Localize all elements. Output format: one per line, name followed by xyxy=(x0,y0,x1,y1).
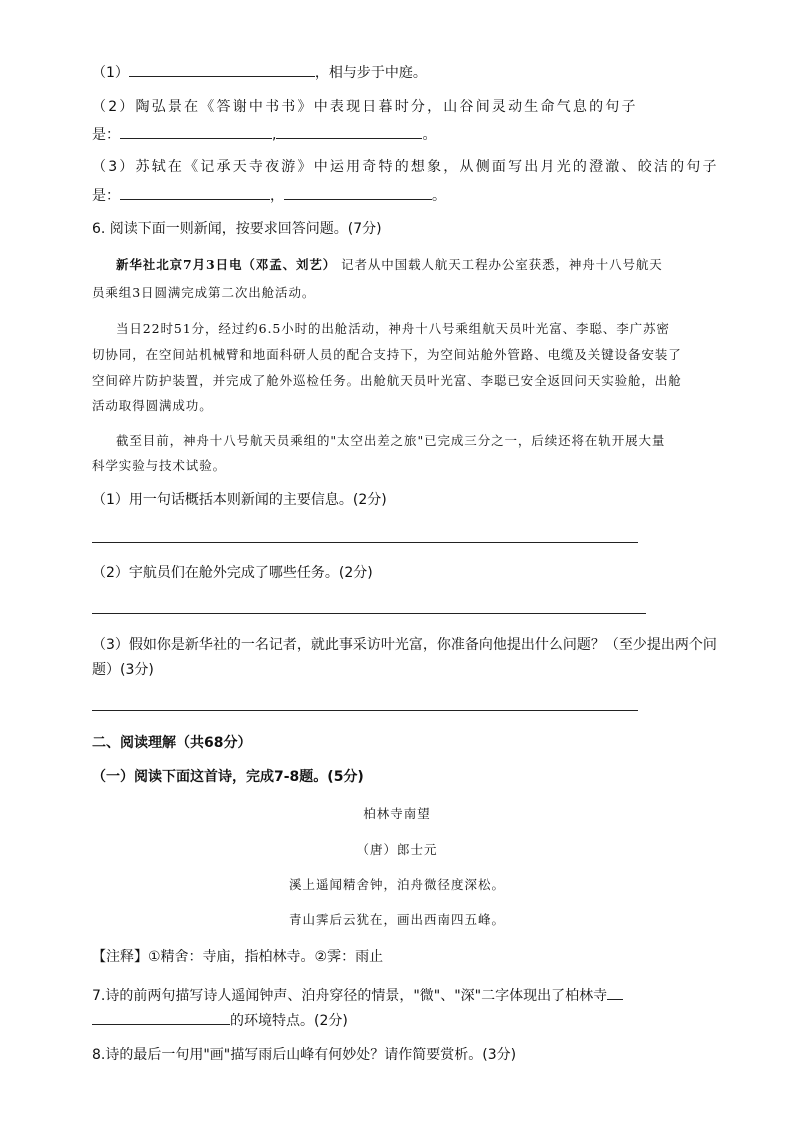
q5-item2-line2 xyxy=(92,124,436,144)
poem-note: 【注释】①精舍：寺庙，指柏林寺。②霁：雨止 xyxy=(92,949,384,965)
poem-line1: 溪上遥闻精舍钟，泊舟微径度深松。 xyxy=(288,877,505,892)
q7-blank[interactable] xyxy=(92,1010,230,1025)
q6-heading: 6. 阅读下面一则新闻，按要求回答问题。(7分) xyxy=(92,221,382,237)
q7-line1 xyxy=(92,985,623,1005)
q5-item1 xyxy=(92,62,427,82)
q6-sub3-answer-line[interactable] xyxy=(92,710,638,711)
news-p1-rest: 记者从中国载人航天工程办公室获悉，神舟十八号航天 xyxy=(336,257,663,272)
news-p3-line1: 截至目前，神舟十八号航天员乘组的"太空出差之旅"已完成三分之一，后续还将在轨开展大量 xyxy=(116,433,666,448)
poem-title: 柏林寺南望 xyxy=(363,806,431,821)
q7-line2 xyxy=(92,1010,348,1030)
poem-author: （唐）郎士元 xyxy=(356,842,438,857)
q5-item3-blank-a[interactable] xyxy=(120,185,270,200)
q5-item1-prefix: （1） xyxy=(92,65,129,81)
q5-item3-line2 xyxy=(92,185,446,205)
news-p3-line2: 科学实验与技术试验。 xyxy=(92,458,227,473)
news-p2-line4: 活动取得圆满成功。 xyxy=(92,398,213,413)
q7-line2-end: 的环境特点。(2分) xyxy=(230,1013,348,1029)
q5-item2-blank-a[interactable] xyxy=(120,124,272,139)
news-p1-line1 xyxy=(116,256,663,274)
q5-item1-suffix: ，相与步于中庭。 xyxy=(314,65,427,81)
q6-sub2-answer-line[interactable] xyxy=(92,613,646,614)
q7-text: 7.诗的前两句描写诗人遥闻钟声、泊舟穿径的情景，"微"、"深"二字体现出了柏林寺 xyxy=(92,988,608,1004)
q5-item2-line1: （2）陶弘景在《答谢中书书》中表现日暮时分，山谷间灵动生命气息的句子 xyxy=(92,99,638,115)
q5-item1-blank[interactable] xyxy=(129,62,315,77)
q5-item2-prefix: 是： xyxy=(92,127,120,143)
q8: 8.诗的最后一句用"画"描写雨后山峰有何妙处？请作简要赏析。(3分) xyxy=(92,1047,517,1063)
q6-sub3-line2: 题）(3分) xyxy=(92,662,154,678)
q5-item2-blank-b[interactable] xyxy=(276,124,422,139)
q5-item3-blank-b[interactable] xyxy=(284,185,432,200)
q6-sub2: （2）宇航员们在舱外完成了哪些任务。(2分) xyxy=(92,565,373,581)
q6-sub1-answer-line[interactable] xyxy=(92,542,638,543)
q6-sub3-line1: （3）假如你是新华社的一名记者，就此事采访叶光富，你准备向他提出什么问题？（至少提出两个问 xyxy=(92,637,717,653)
q5-item2-end: 。 xyxy=(422,127,437,143)
poem-line2: 青山霁后云犹在，画出西南四五峰。 xyxy=(288,912,505,927)
news-p1-line2: 员乘组3日圆满完成第二次出舱活动。 xyxy=(92,285,316,300)
q6-sub1: （1）用一句话概括本则新闻的主要信息。(2分) xyxy=(92,492,387,508)
news-p2-line3: 空间碎片防护装置，并完成了舱外巡检任务。出舱航天员叶光富、李聪已安全返回问天实验舱，出舱 xyxy=(92,373,682,388)
q7-blank-start[interactable] xyxy=(607,985,623,1000)
q5-item3-sep: ， xyxy=(270,188,284,204)
q5-item3-prefix: 是： xyxy=(92,188,120,204)
news-p2-line2: 切协同，在空间站机械臂和地面科研人员的配合支持下，为空间站舱外管路、电缆及关键设备安装了 xyxy=(92,347,682,362)
q5-item2-sep: , xyxy=(272,127,277,143)
part1-heading: （一）阅读下面这首诗，完成7-8题。(5分) xyxy=(92,769,364,785)
news-p2-line1: 当日22时51分，经过约6.5小时的出舱活动，神舟十八号乘组航天员叶光富、李聪、李广苏密 xyxy=(116,321,670,336)
q5-item3-end: 。 xyxy=(432,188,446,204)
q5-item3-line1: （3）苏轼在《记承天寺夜游》中运用奇特的想象，从侧面写出月光的澄澈、皎洁的句子 xyxy=(92,159,719,175)
news-dateline: 新华社北京7月3日电（邓孟、刘艺） xyxy=(116,257,337,272)
section2-heading: 二、阅读理解（共68分） xyxy=(92,735,252,751)
